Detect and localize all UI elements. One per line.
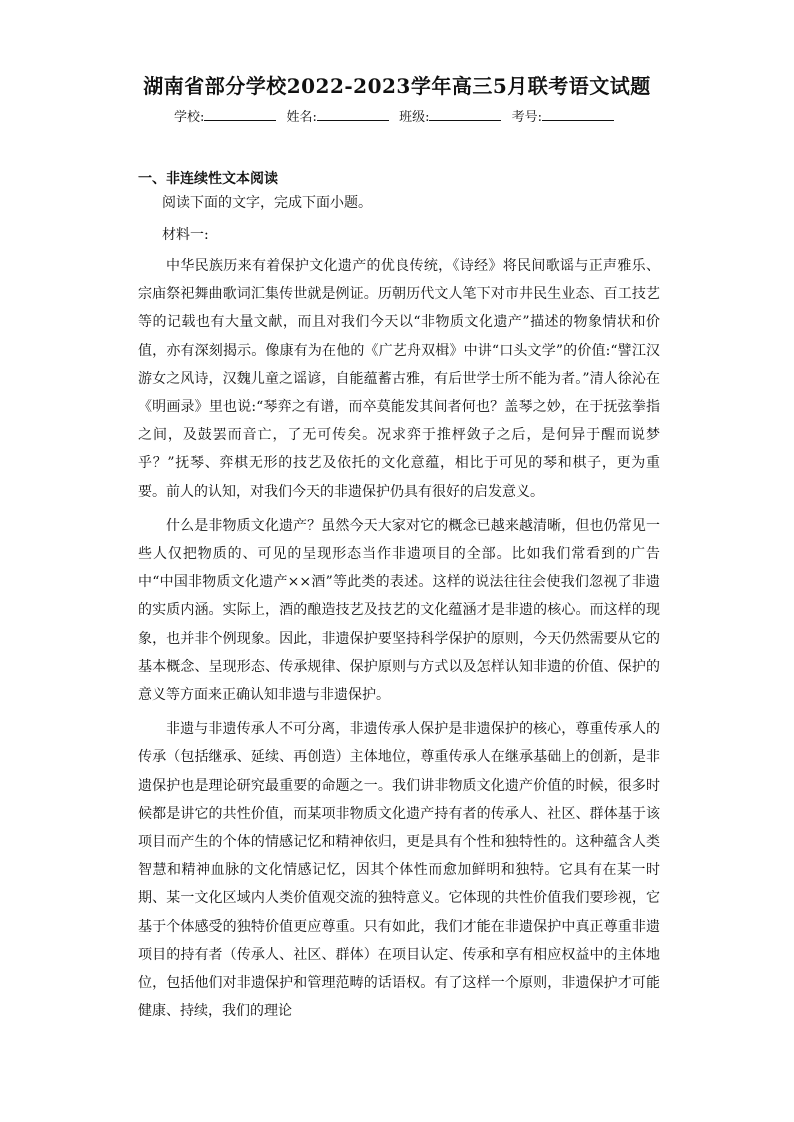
number-blank (542, 108, 614, 121)
name-label: 姓名: (286, 110, 317, 125)
passage-body (138, 252, 660, 1031)
paragraph: 什么是非物质文化遗产？虽然今天大家对它的概念已越来越清晰，但也仍常见一些人仅把物质的、可见的呈现形态当作非遗项目的全部。比如我们常看到的广告中“中国非物质文化遗产××酒”等此类的表述。这样的说法往往会使我们忽视了非遗的实质内涵。实际上，酒的酿造技艺及技艺的文化蕴涵才是非遗的核心。而这样的现象，也并非个例现象。因此，非遗保护要坚持科学保护的原则，今天仍然需要从它的基本概念、呈现形态、传承规律、保护原则与方式以及怎样认知非遗的价值、保护的意义等方面来正确认知非遗与非遗保护。 (138, 517, 660, 704)
student-info-line (0, 106, 794, 125)
paragraph: 非遗与非遗传承人不可分离，非遗传承人保护是非遗保护的核心，尊重传承人的传承（包括继承、延续、再创造）主体地位，尊重传承人在继承基础上的创新，是非遗保护也是理论研究最重要的命题之一。我们讲非物质文化遗产价值的时候，很多时候都是讲它的共性价值，而某项非物质文化遗产持有者的传承人、社区、群体基于该项目而产生的个体的情感记忆和精神依归，更是具有个性和独特性的。这种蕴含人类智慧和精神血脉的文化情感记忆，因其个体性而愈加鲜明和独特。它具有在某一时期、某一文化区域内人类价值观交流的独特意义。它体现的共性价值我们要珍视，它基于个体感受的独特价值更应尊重。只有如此，我们才能在非遗保护中真正尊重非遗项目的持有者（传承人、社区、群体）在项目认定、传承和享有相应权益中的主体地位，包括他们对非遗保护和管理范畴的话语权。有了这样一个原则，非遗保护才可能健康、持续，我们的理论 (138, 721, 660, 1020)
school-blank (204, 108, 276, 121)
section-heading: 一、非连续性文本阅读 (138, 171, 278, 187)
material-label: 材料一: (162, 227, 209, 243)
paragraph: 中华民族历来有着保护文化遗产的优良传统，《诗经》将民间歌谣与正声雅乐、宗庙祭祀舞曲歌词汇集传世就是例证。历朝历代文人笔下对市井民生业态、百工技艺等的记载也有大量文献，而且对我们今天以“非物质文化遗产”描述的物象情状和价值，亦有深刻揭示。像康有为在他的《广艺舟双楫》中讲“口头文学”的价值:“譬江汉游女之风诗，汉魏儿童之谣谚，自能蕴蓄古雅，有后世学士所不能为者。”清人徐沁在《明画录》里也说:“琴弈之有谱，而卒莫能发其间者何也？盖琴之妙，在于抚弦拳指之间，及鼓罢而音亡，了无可传矣。况求弈于推枰敛子之后，是何异于醒而说梦乎？”抚琴、弈棋无形的技艺及依托的文化意蕴，相比于可见的琴和棋子，更为重要。前人的认知，对我们今天的非遗保护仍具有很好的启发意义。 (138, 258, 660, 500)
name-blank (317, 108, 389, 121)
number-label: 考号: (511, 110, 542, 125)
page-title: 湖南省部分学校2022-2023学年高三5月联考语文试题 (143, 74, 651, 98)
class-blank (429, 108, 501, 121)
class-label: 班级: (399, 110, 430, 125)
section-instruction: 阅读下面的文字，完成下面小题。 (162, 195, 372, 211)
school-label: 学校: (174, 110, 205, 125)
